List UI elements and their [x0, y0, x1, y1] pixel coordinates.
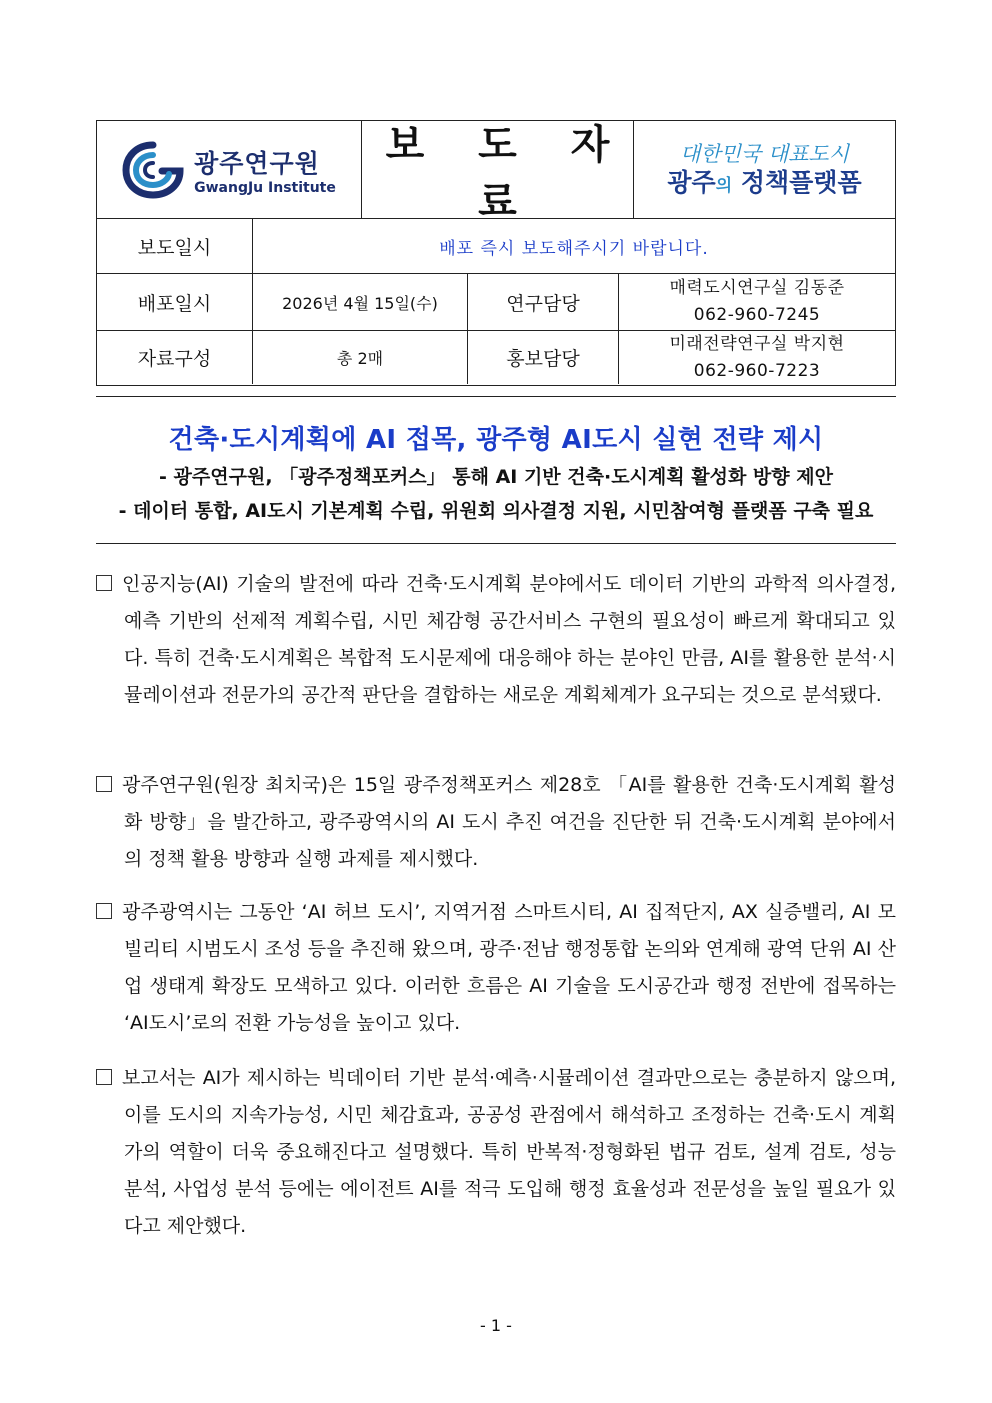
material-label: 자료구성: [137, 348, 212, 370]
platform-name-a: 광주: [667, 168, 716, 197]
body-paragraph-3: [96, 894, 896, 1042]
report-time-label-cell: [97, 219, 253, 273]
header-row-material: [97, 331, 895, 384]
body-paragraph-2: [96, 767, 896, 878]
report-time-value: 배포 즉시 보도해주시기 바랍니다.: [439, 238, 709, 259]
platform-slogan: 대한민국 대표도시: [680, 141, 849, 166]
subhead-1: - 광주연구원, 「광주정책포커스」 통해 AI 기반 건축·도시계획 활성화 방향 제안: [159, 466, 833, 488]
body-paragraph-4: [96, 1060, 896, 1245]
pr-contact-cell: [619, 331, 895, 384]
page-number: - 1 -: [480, 1316, 512, 1335]
pr-label-cell: [468, 331, 619, 384]
research-label: 연구담당: [506, 292, 580, 315]
bottom-divider: [96, 543, 896, 544]
report-time-label: 보도일시: [137, 236, 212, 259]
platform-name-b: 정책플랫폼: [732, 168, 862, 197]
research-contact-name: 매력도시연구실 김동준: [669, 278, 845, 298]
doc-title: 보 도 자 료: [385, 121, 630, 225]
report-time-value-cell: [253, 219, 895, 273]
subhead-2: - 데이터 통합, AI도시 기본계획 수립, 위원회 의사결정 지원, 시민참여형 플랫폼 구축 필요: [118, 500, 874, 522]
material-value: 총 2매: [336, 349, 384, 368]
checkbox-bullet-icon: [96, 575, 112, 591]
platform-name: [667, 167, 861, 198]
research-contact-phone: 062-960-7245: [693, 305, 821, 325]
paragraph-text: 보고서는 AI가 제시하는 빅데이터 기반 분석·예측·시뮬레이션 결과만으로는 충분하지 않으며, 이를 도시의 지속가능성, 시민 체감효과, 공공성 관점에서 해석하고 조정하는 건축·도시 계획가의 역할이 더욱 중요해진다고 설명했다. 특히 반복적·정형화된 법규 검토, 설계 검토, 성능 분석, 사업성 분석 등에는 에이전트 AI를 적극 도입해 행정 효율성과 전문성을 높일 필요가 있다고 제안했다.: [122, 1067, 896, 1237]
research-label-cell: [468, 274, 619, 330]
release-label-cell: [97, 274, 253, 330]
press-header-table: [96, 120, 896, 386]
release-label: 배포일시: [137, 292, 212, 315]
policy-platform-logo: [667, 141, 861, 199]
headline: 건축·도시계획에 AI 접목, 광주형 AI도시 실현 전략 제시: [168, 425, 824, 455]
platform-cell: [634, 121, 895, 218]
header-row-report-time: [97, 219, 895, 274]
top-divider: [96, 396, 896, 397]
header-row-release: [97, 274, 895, 331]
release-value-cell: [253, 274, 468, 330]
material-label-cell: [97, 331, 253, 384]
paragraph-text: 광주연구원(원장 최치국)은 15일 광주정책포커스 제28호 「AI를 활용한 건축·도시계획 활성화 방향」을 발간하고, 광주광역시의 AI 도시 추진 여건을 진단한 뒤 건축·도시계획 분야에서의 정책 활용 방향과 실행 과제를 제시했다.: [122, 774, 896, 870]
doc-title-cell: [362, 121, 634, 225]
pr-label: 홍보담당: [506, 348, 580, 370]
release-value: 2026년 4월 15일(수): [282, 293, 438, 313]
gwangju-institute-logo: [122, 141, 336, 199]
checkbox-bullet-icon: [96, 903, 112, 919]
logo-english-name: GwangJu Institute: [194, 179, 336, 196]
paragraph-text: 인공지능(AI) 기술의 발전에 따라 건축·도시계획 분야에서도 데이터 기반의 과학적 의사결정, 예측 기반의 선제적 계획수립, 시민 체감형 공간서비스 구현의 필요성이 빠르게 확대되고 있다. 특히 건축·도시계획은 복합적 도시문제에 대응해야 하는 분야인 만큼, AI를 활용한 분석·시뮬레이션과 전문가의 공간적 판단을 결합하는 새로운 계획체계가 요구되는 것으로 분석됐다.: [122, 573, 896, 706]
logo-cell: [97, 121, 362, 218]
header-row-logos: [97, 121, 895, 225]
gwangju-swirl-icon: [122, 141, 184, 199]
material-value-cell: [253, 331, 468, 384]
checkbox-bullet-icon: [96, 1069, 112, 1085]
pr-contact-name: 미래전략연구실 박지현: [669, 333, 845, 354]
research-contact-cell: [619, 274, 895, 330]
platform-name-particle: 의: [715, 176, 733, 196]
pr-contact-phone: 062-960-7223: [693, 360, 821, 381]
paragraph-text: 광주광역시는 그동안 ‘AI 허브 도시’, 지역거점 스마트시티, AI 집적단지, AX 실증밸리, AI 모빌리티 시범도시 조성 등을 추진해 왔으며, 광주·전남 행정통합 논의와 연계해 광역 단위 AI 산업 생태계 확장도 모색하고 있다. 이러한 흐름은 AI 기술을 도시공간과 행정 전반에 접목하는 ‘AI도시’로의 전환 가능성을 높이고 있다.: [122, 901, 896, 1034]
logo-korean-name: 광주연구원: [194, 148, 320, 178]
checkbox-bullet-icon: [96, 776, 112, 792]
body-paragraph-1: [96, 566, 896, 714]
